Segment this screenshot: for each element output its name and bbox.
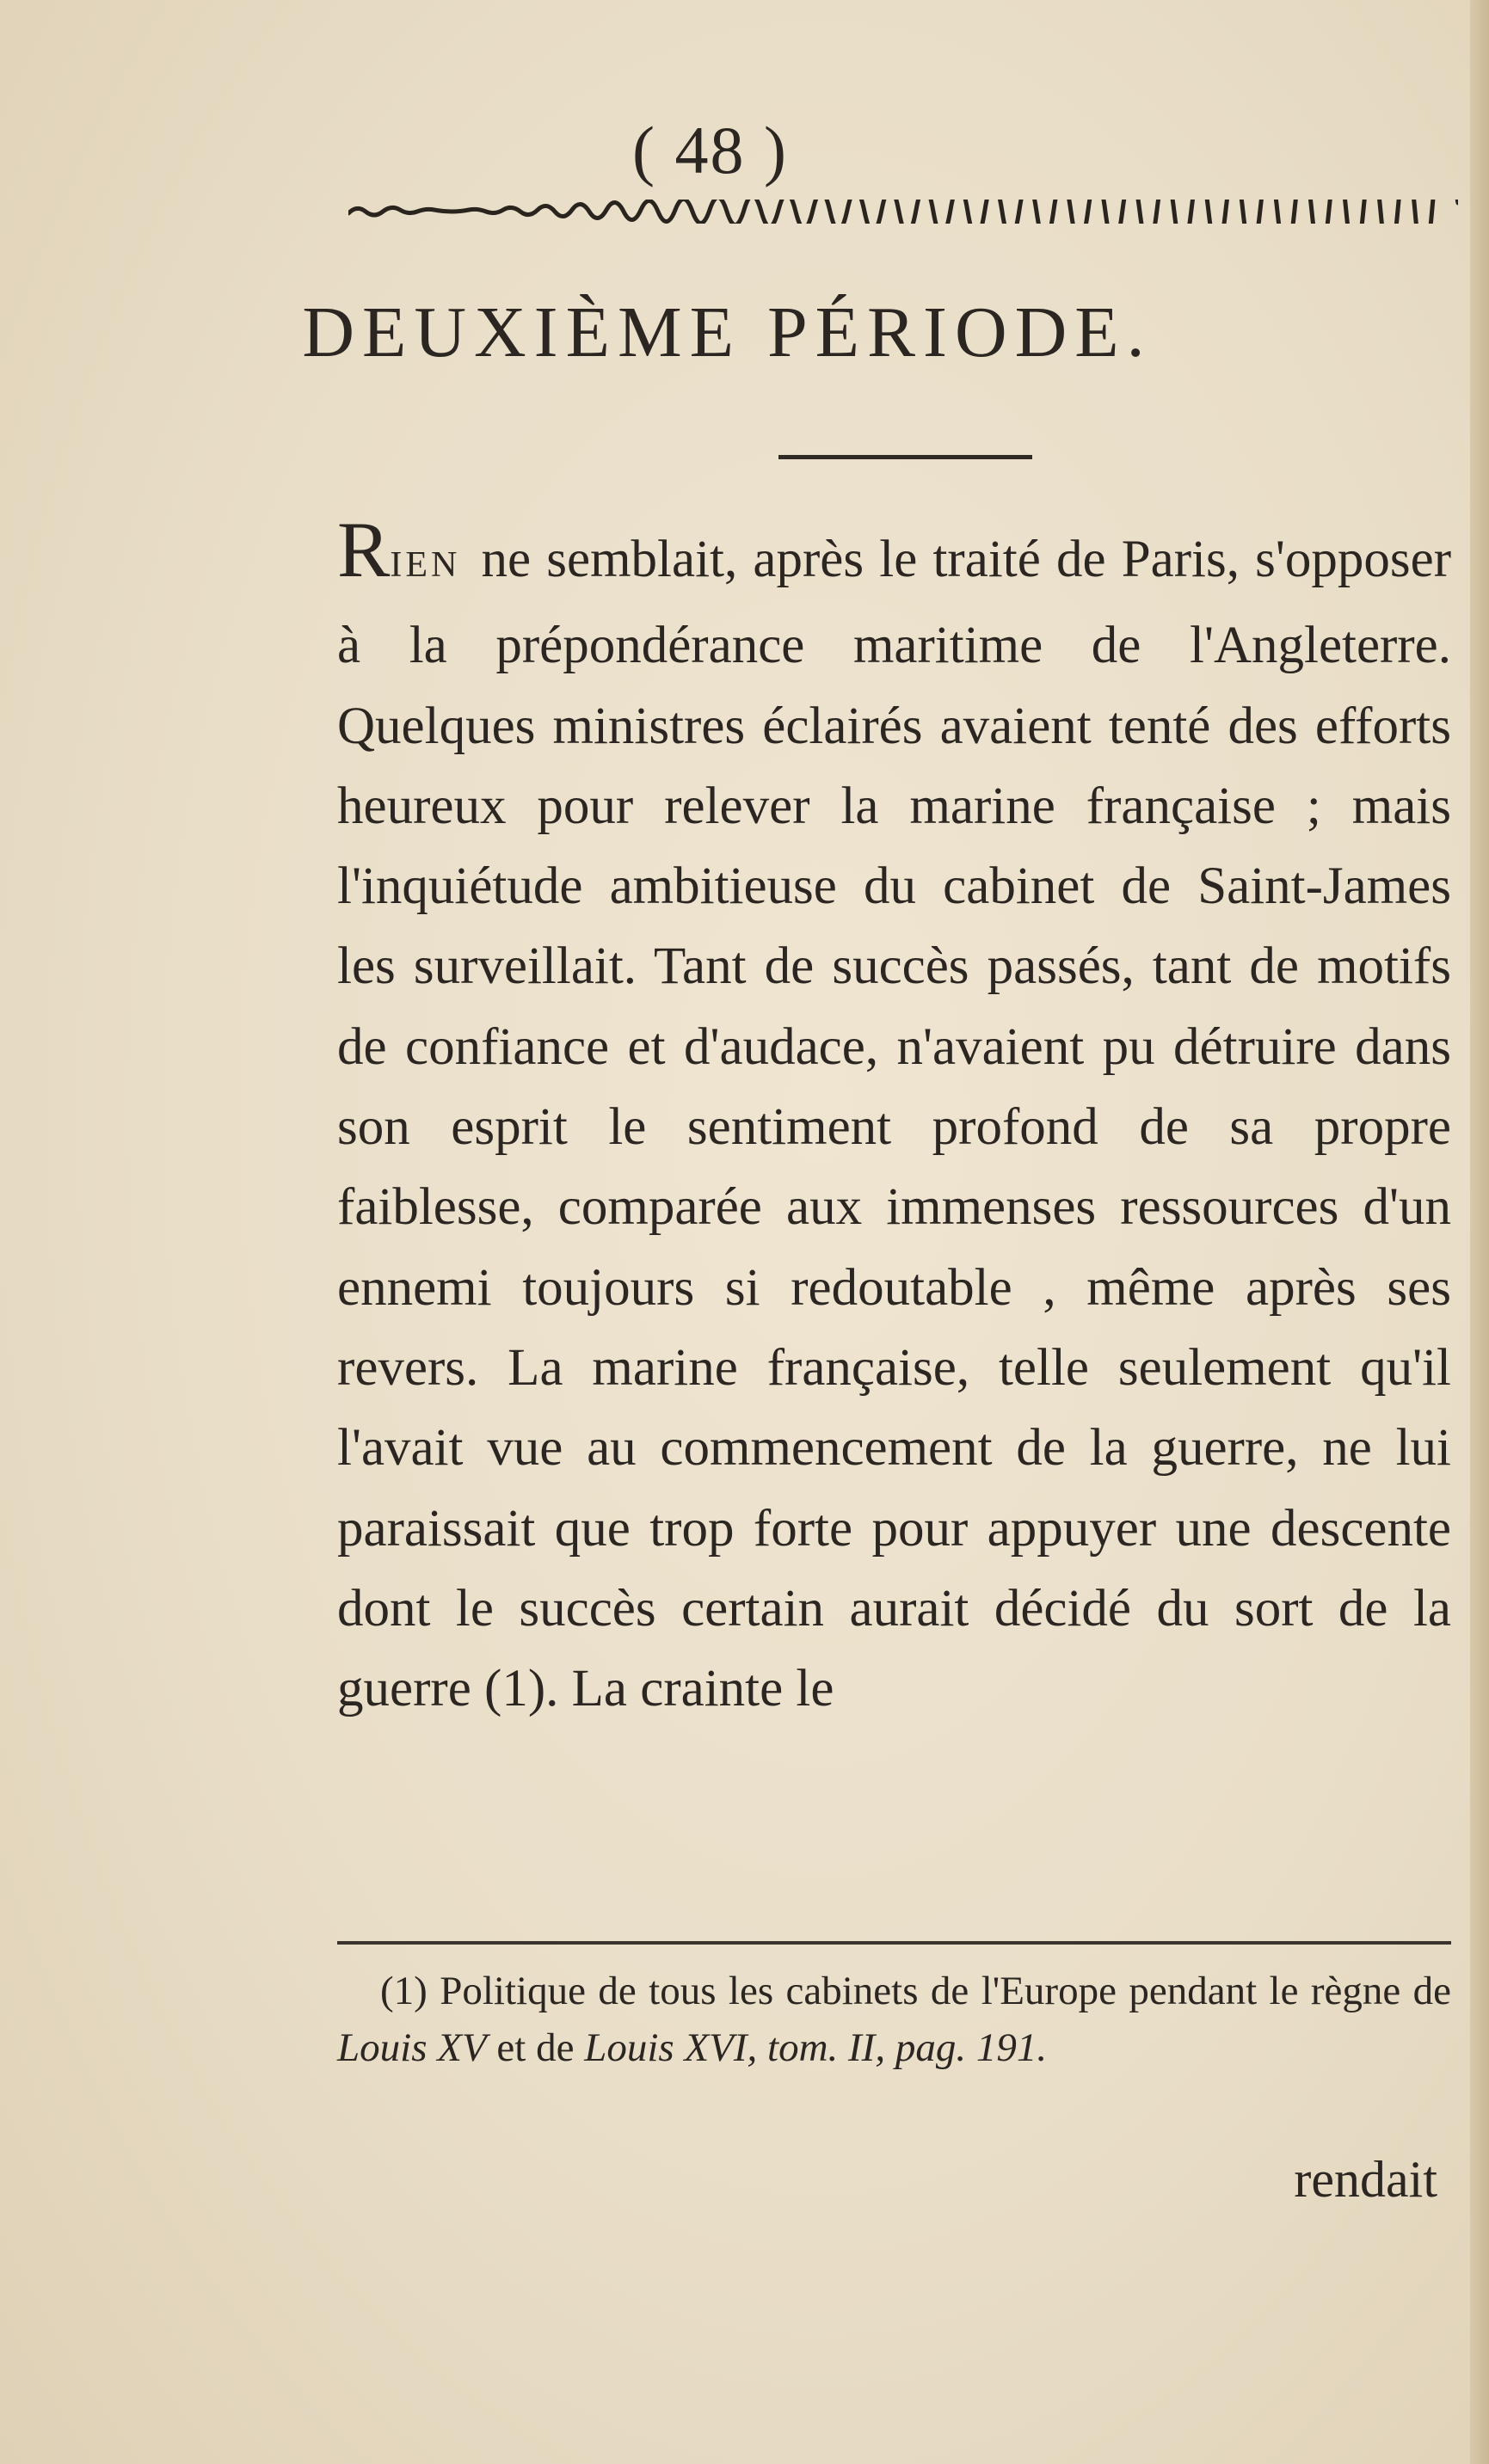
footnote-marker: (1) bbox=[380, 1969, 428, 2013]
catchword: rendait bbox=[1294, 2151, 1437, 2208]
footnote-divider bbox=[337, 1941, 1451, 1945]
page-number: ( 48 ) bbox=[632, 113, 788, 187]
footnote-conjunction: et de bbox=[496, 2025, 575, 2070]
body-paragraph bbox=[337, 506, 1452, 1729]
drop-cap: R bbox=[337, 506, 391, 593]
section-title: DEUXIÈME PÉRIODE. bbox=[302, 292, 1153, 372]
footnote bbox=[337, 1963, 1451, 2076]
body-text: ne semblait, après le traité de Paris, s'opposer à la prépondérance maritime de l'Angleterre. Quelques ministres éclairés avaient tenté des efforts heureux pour relever la marine française ; mais l'inquiétude ambitieuse du cabinet de Saint-James les surveillait. Tant de succès passés, tant de motifs de confiance et d'audace, n'avaient pu détruire dans son esprit le sentiment profond de sa propre faiblesse, comparée aux immenses ressources d'un ennemi toujours si redoutable , même après ses revers. La marine française, telle seulement qu'il l'avait vue au commencement de la guerre, ne lui paraissait que trop forte pour appuyer une descente dont le succès certain aurait décidé du sort de la guerre (1). La crainte le bbox=[337, 531, 1452, 1718]
footnote-text: Politique de tous les cabinets de l'Europe pendant le règne de bbox=[440, 1969, 1452, 2013]
small-caps-word: IEN bbox=[390, 545, 461, 585]
footnote-king-1: Louis XV bbox=[337, 2025, 487, 2070]
ornamental-rule bbox=[348, 200, 1458, 224]
footnote-king-2: Louis XVI, tom. II, pag. 191. bbox=[584, 2025, 1048, 2070]
title-divider bbox=[778, 455, 1032, 459]
